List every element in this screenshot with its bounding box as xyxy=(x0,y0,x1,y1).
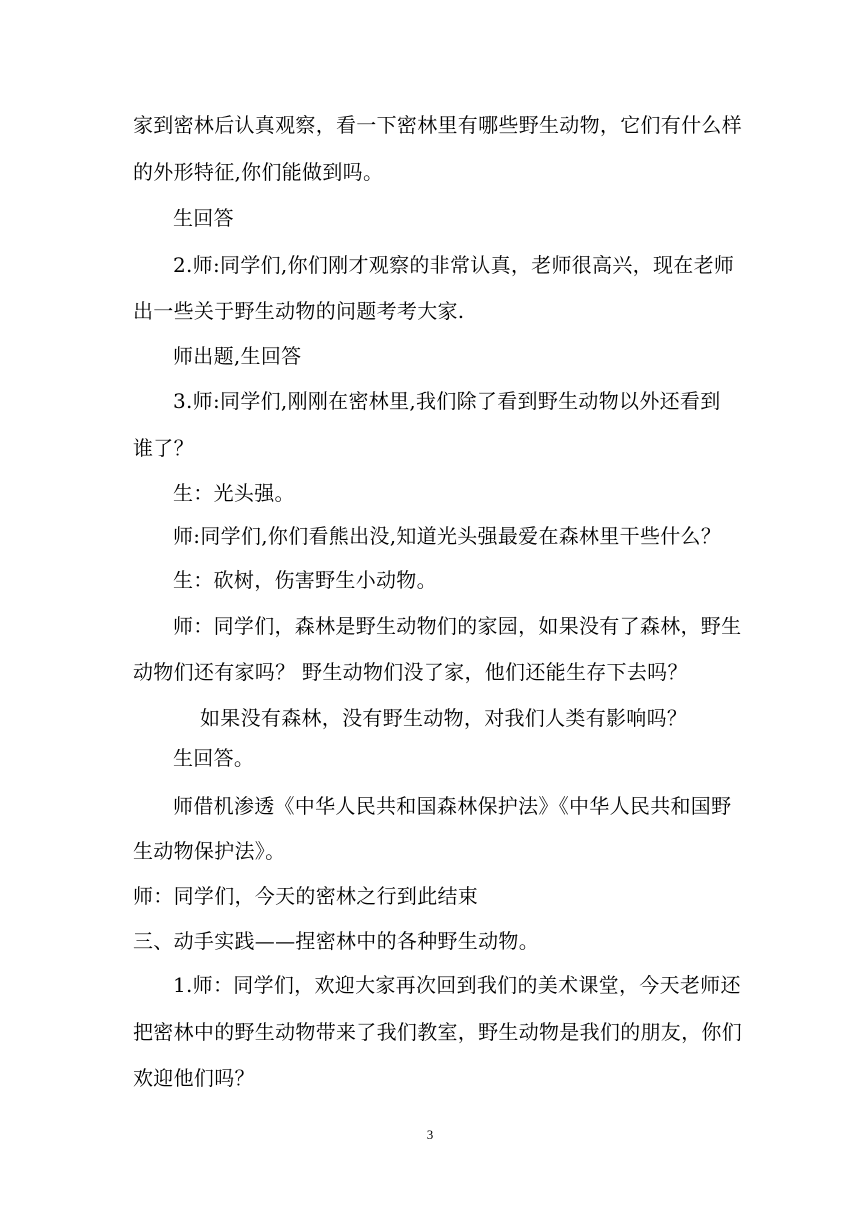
text-line: 师:同学们,你们看熊出没,知道光头强最爱在森林里干些什么？ xyxy=(173,524,722,548)
text-line: 谁了？ xyxy=(133,436,194,460)
text-line: 师：同学们，森林是野生动物们的家园，如果没有了森林，野生 xyxy=(173,614,742,638)
text-line: 如果没有森林，没有野生动物，对我们人类有影响吗？ xyxy=(200,706,688,730)
text-line: 出一些关于野生动物的问题考考大家. xyxy=(133,299,465,323)
text-line: 3.师:同学们,刚刚在密林里,我们除了看到野生动物以外还看到 xyxy=(173,389,721,413)
text-line: 师：同学们，今天的密林之行到此结束 xyxy=(133,884,479,908)
page-number: 3 xyxy=(426,1127,434,1142)
text-line: 生动物保护法》。 xyxy=(133,839,286,863)
text-line: 的外形特征,你们能做到吗。 xyxy=(133,160,384,184)
text-line: 欢迎他们吗？ xyxy=(133,1066,255,1090)
text-line: 生：光头强。 xyxy=(173,481,295,505)
text-line: 师出题,生回答 xyxy=(173,344,302,368)
text-line: 1.师：同学们，欢迎大家再次回到我们的美术课堂，今天老师还 xyxy=(173,973,741,997)
text-line: 动物们还有家吗？ 野生动物们没了家，他们还能生存下去吗？ xyxy=(133,660,688,684)
text-line: 家到密林后认真观察，看一下密林里有哪些野生动物，它们有什么样 xyxy=(133,113,742,137)
text-line: 2.师:同学们,你们刚才观察的非常认真，老师很高兴，现在老师 xyxy=(173,253,735,277)
text-line: 生回答。 xyxy=(173,746,255,770)
text-line: 生回答 xyxy=(173,206,234,230)
text-line: 师借机渗透《中华人民共和国森林保护法》《中华人民共和国野 xyxy=(173,794,732,818)
text-line: 三、动手实践——捏密林中的各种野生动物。 xyxy=(133,929,539,953)
text-line: 把密林中的野生动物带来了我们教室，野生动物是我们的朋友，你们 xyxy=(133,1020,742,1044)
text-line: 生：砍树，伤害野生小动物。 xyxy=(173,568,437,592)
